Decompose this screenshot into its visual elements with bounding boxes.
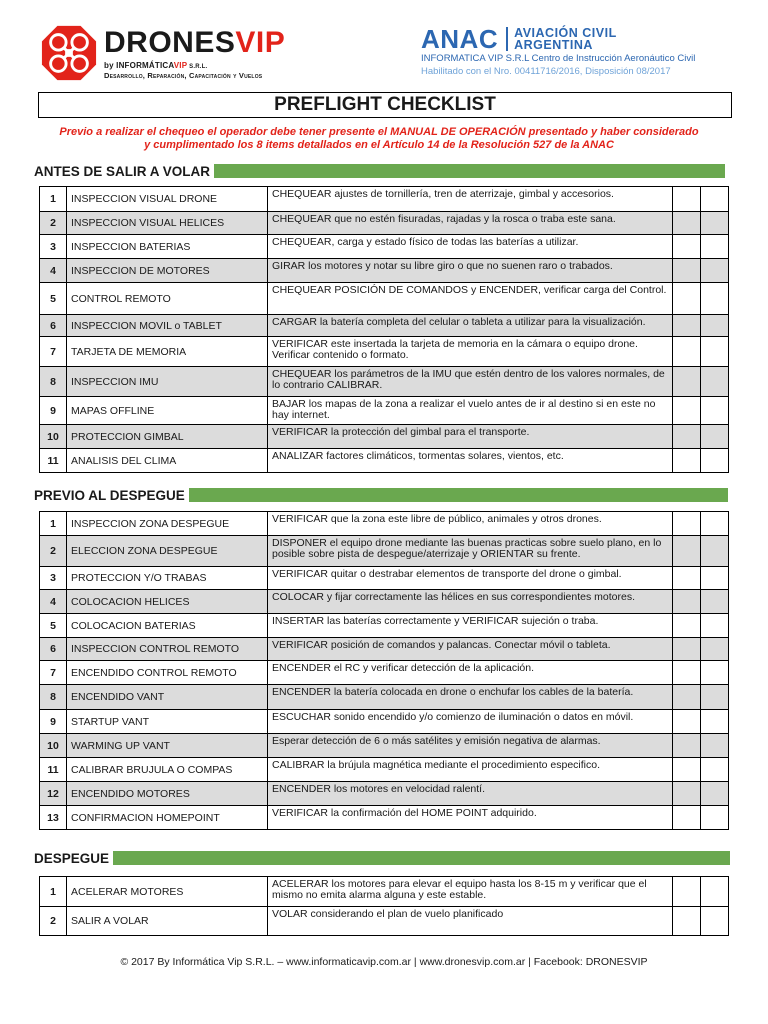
item-description: CHEQUEAR ajustes de tornillería, tren de aterrizaje, gimbal y accesorios.: [268, 187, 673, 212]
checklist-row: [40, 614, 729, 638]
check-box[interactable]: [673, 367, 701, 397]
checklist-row: [40, 877, 729, 907]
section-header: PREVIO AL DESPEGUE: [34, 485, 728, 505]
item-name: INSPECCION ZONA DESPEGUE: [67, 512, 268, 536]
item-description: INSERTAR las baterías correctamente y VERIFICAR sujeción o traba.: [268, 614, 673, 638]
check-box[interactable]: [701, 734, 729, 758]
brand-company: by INFORMÁTICAVIP S.R.L.: [104, 61, 208, 70]
item-number: 3: [40, 567, 67, 590]
check-box[interactable]: [673, 283, 701, 315]
item-name: TARJETA DE MEMORIA: [67, 337, 268, 367]
item-name: CALIBRAR BRUJULA O COMPAS: [67, 758, 268, 782]
checklist-row: [40, 397, 729, 425]
item-number: 8: [40, 367, 67, 397]
check-box[interactable]: [673, 710, 701, 734]
item-name: INSPECCION DE MOTORES: [67, 259, 268, 283]
checklist-row: [40, 710, 729, 734]
item-number: 5: [40, 614, 67, 638]
footer: © 2017 By Informática Vip S.R.L. – www.informaticavip.com.ar | www.dronesvip.com.ar | Facebook: DRONESVIP: [120, 956, 648, 968]
item-number: 9: [40, 710, 67, 734]
check-box[interactable]: [701, 806, 729, 830]
check-box[interactable]: [701, 283, 729, 315]
checklist-row: [40, 907, 729, 936]
checklist-table: [39, 186, 729, 473]
item-description: Esperar detección de 6 o más satélites y emisión negativa de alarmas.: [268, 734, 673, 758]
item-description: GIRAR los motores y notar su libre giro o que no suenen raro o trabados.: [268, 259, 673, 283]
item-description: CHEQUEAR POSICIÓN DE COMANDOS y ENCENDER, verificar carga del Control.: [268, 283, 673, 315]
check-box[interactable]: [701, 661, 729, 685]
item-description: VERIFICAR posición de comandos y palancas. Conectar móvil o tableta.: [268, 638, 673, 661]
checklist-row: [40, 315, 729, 337]
section-bar: [189, 488, 728, 502]
check-box[interactable]: [701, 259, 729, 283]
check-box[interactable]: [701, 877, 729, 907]
item-number: 1: [40, 512, 67, 536]
check-box[interactable]: [673, 337, 701, 367]
item-description: CALIBRAR la brújula magnética mediante el procedimiento especifico.: [268, 758, 673, 782]
item-number: 2: [40, 536, 67, 567]
item-number: 2: [40, 907, 67, 936]
item-description: ACELERAR los motores para elevar el equipo hasta los 8-15 m y verificar que el mismo no emita alarma alguna y este estable.: [268, 877, 673, 907]
item-description: DISPONER el equipo drone mediante las buenas practicas sobre suelo plano, en lo posible sobre pista de despegue/aterrizaje y ORIENTAR su frente.: [268, 536, 673, 567]
check-box[interactable]: [701, 685, 729, 710]
check-box[interactable]: [673, 235, 701, 259]
check-box[interactable]: [701, 337, 729, 367]
instruction-center: INFORMATICA VIP S.R.L Centro de Instrucción Aeronáutico Civil: [421, 53, 696, 64]
checklist-row: [40, 806, 729, 830]
item-name: ELECCION ZONA DESPEGUE: [67, 536, 268, 567]
check-box[interactable]: [701, 638, 729, 661]
checklist-row: [40, 685, 729, 710]
item-number: 6: [40, 638, 67, 661]
item-number: 10: [40, 734, 67, 758]
check-box[interactable]: [701, 782, 729, 806]
item-name: ANALISIS DEL CLIMA: [67, 449, 268, 473]
item-description: ENCENDER el RC y verificar detección de la aplicación.: [268, 661, 673, 685]
item-number: 4: [40, 259, 67, 283]
checklist-row: [40, 782, 729, 806]
check-box[interactable]: [673, 449, 701, 473]
check-box[interactable]: [673, 734, 701, 758]
check-box[interactable]: [673, 315, 701, 337]
item-name: ENCENDIDO VANT: [67, 685, 268, 710]
checklist-row: [40, 590, 729, 614]
item-description: CARGAR la batería completa del celular o tableta a utilizar para la visualización.: [268, 315, 673, 337]
check-box[interactable]: [701, 590, 729, 614]
item-number: 12: [40, 782, 67, 806]
check-box[interactable]: [701, 212, 729, 235]
item-number: 11: [40, 758, 67, 782]
item-name: STARTUP VANT: [67, 710, 268, 734]
item-name: ENCENDIDO CONTROL REMOTO: [67, 661, 268, 685]
check-box[interactable]: [701, 425, 729, 449]
item-number: 1: [40, 187, 67, 212]
habilitation-note: Habilitado con el Nro. 00411716/2016, Disposición 08/2017: [421, 66, 671, 77]
anac-acronym: ANAC: [421, 24, 499, 54]
item-name: PROTECCION Y/O TRABAS: [67, 567, 268, 590]
checklist-row: [40, 259, 729, 283]
item-description: BAJAR los mapas de la zona a realizar el vuelo antes de ir al destino si en este no hay internet.: [268, 397, 673, 425]
checklist-row: [40, 734, 729, 758]
section-header: ANTES DE SALIR A VOLAR: [34, 161, 725, 181]
checklist-row: [40, 758, 729, 782]
check-box[interactable]: [701, 235, 729, 259]
item-description: COLOCAR y fijar correctamente las hélices en sus correspondientes motores.: [268, 590, 673, 614]
checklist-row: [40, 536, 729, 567]
check-box[interactable]: [701, 567, 729, 590]
item-name: CONTROL REMOTO: [67, 283, 268, 315]
item-description: VERIFICAR la confirmación del HOME POINT adquirido.: [268, 806, 673, 830]
check-box[interactable]: [673, 425, 701, 449]
item-description: VERIFICAR este insertada la tarjeta de memoria en la cámara o equipo drone. Verificar contenido o formato.: [268, 337, 673, 367]
item-number: 13: [40, 806, 67, 830]
anac-divider: [506, 27, 508, 51]
section-bar: [113, 851, 730, 865]
check-box[interactable]: [701, 367, 729, 397]
checklist-row: [40, 367, 729, 397]
item-name: COLOCACION HELICES: [67, 590, 268, 614]
item-name: INSPECCION VISUAL HELICES: [67, 212, 268, 235]
item-description: ANALIZAR factores climáticos, tormentas solares, vientos, etc.: [268, 449, 673, 473]
checklist-row: [40, 283, 729, 315]
item-description: VOLAR considerando el plan de vuelo planificado: [268, 907, 673, 936]
check-box[interactable]: [673, 638, 701, 661]
item-description: CHEQUEAR los parámetros de la IMU que estén dentro de los valores normales, de lo contrario CALIBRAR.: [268, 367, 673, 397]
checklist-row: [40, 512, 729, 536]
check-box[interactable]: [701, 449, 729, 473]
checklist-row: [40, 212, 729, 235]
check-box[interactable]: [673, 536, 701, 567]
checklist-row: [40, 567, 729, 590]
item-description: CHEQUEAR, carga y estado físico de todas las baterías a utilizar.: [268, 235, 673, 259]
check-box[interactable]: [673, 685, 701, 710]
check-box[interactable]: [673, 187, 701, 212]
item-description: ENCENDER los motores en velocidad ralentí.: [268, 782, 673, 806]
check-box[interactable]: [673, 590, 701, 614]
checklist-row: [40, 187, 729, 212]
anac-fullname: AVIACIÓN CIVIL ARGENTINA: [514, 26, 617, 52]
check-box[interactable]: [701, 512, 729, 536]
check-box[interactable]: [673, 782, 701, 806]
item-number: 7: [40, 337, 67, 367]
item-number: 4: [40, 590, 67, 614]
check-box[interactable]: [673, 397, 701, 425]
item-name: ENCENDIDO MOTORES: [67, 782, 268, 806]
anac-logo: [421, 26, 721, 77]
dronesvip-logo: [40, 24, 285, 82]
checklist-row: [40, 337, 729, 367]
check-box[interactable]: [701, 710, 729, 734]
item-number: 6: [40, 315, 67, 337]
item-number: 7: [40, 661, 67, 685]
check-box[interactable]: [673, 259, 701, 283]
check-box[interactable]: [701, 758, 729, 782]
item-number: 5: [40, 283, 67, 315]
check-box[interactable]: [701, 315, 729, 337]
item-name: INSPECCION BATERIAS: [67, 235, 268, 259]
item-number: 1: [40, 877, 67, 907]
item-name: ACELERAR MOTORES: [67, 877, 268, 907]
item-name: MAPAS OFFLINE: [67, 397, 268, 425]
item-name: SALIR A VOLAR: [67, 907, 268, 936]
item-name: INSPECCION CONTROL REMOTO: [67, 638, 268, 661]
item-number: 2: [40, 212, 67, 235]
check-box[interactable]: [673, 907, 701, 936]
check-box[interactable]: [701, 187, 729, 212]
check-box[interactable]: [701, 397, 729, 425]
drone-logo-icon: [40, 24, 98, 82]
brand-name: DRONESVIP: [104, 26, 286, 59]
item-description: ESCUCHAR sonido encendido y/o comienzo de iluminación o datos en móvil.: [268, 710, 673, 734]
item-name: INSPECCION VISUAL DRONE: [67, 187, 268, 212]
check-box[interactable]: [673, 661, 701, 685]
item-name: COLOCACION BATERIAS: [67, 614, 268, 638]
item-number: 8: [40, 685, 67, 710]
check-box[interactable]: [673, 806, 701, 830]
page-title: PREFLIGHT CHECKLIST: [38, 92, 732, 118]
item-number: 11: [40, 449, 67, 473]
checklist-row: [40, 425, 729, 449]
check-box[interactable]: [673, 877, 701, 907]
checklist-table: [39, 511, 729, 830]
item-number: 9: [40, 397, 67, 425]
item-name: INSPECCION MOVIL o TABLET: [67, 315, 268, 337]
item-name: INSPECCION IMU: [67, 367, 268, 397]
item-name: WARMING UP VANT: [67, 734, 268, 758]
item-description: VERIFICAR quitar o destrabar elementos de transporte del drone o gimbal.: [268, 567, 673, 590]
item-name: CONFIRMACION HOMEPOINT: [67, 806, 268, 830]
checklist-table: [39, 876, 729, 936]
check-box[interactable]: [673, 614, 701, 638]
checklist-row: [40, 638, 729, 661]
item-number: 3: [40, 235, 67, 259]
section-header: DESPEGUE: [34, 848, 730, 868]
check-box[interactable]: [673, 758, 701, 782]
checklist-row: [40, 235, 729, 259]
operator-notice: Previo a realizar el chequeo el operador debe tener presente el MANUAL DE OPERACIÓN presentado y haber considerado y cumplimentado los 8 items detallados en el Artículo 14 de la Resolución 527 de la ANAC: [59, 126, 699, 151]
check-box[interactable]: [701, 907, 729, 936]
section-bar: [214, 164, 725, 178]
checklist-row: [40, 449, 729, 473]
item-description: ENCENDER la batería colocada en drone o enchufar los cables de la batería.: [268, 685, 673, 710]
check-box[interactable]: [673, 512, 701, 536]
check-box[interactable]: [701, 614, 729, 638]
item-description: CHEQUEAR que no estén fisuradas, rajadas y la rosca o traba este sana.: [268, 212, 673, 235]
item-description: VERIFICAR la protección del gimbal para el transporte.: [268, 425, 673, 449]
brand-tagline: Desarrollo, Reparación, Capacitación y Vuelos: [104, 71, 263, 80]
item-description: VERIFICAR que la zona este libre de público, animales y otros drones.: [268, 512, 673, 536]
check-box[interactable]: [673, 212, 701, 235]
item-number: 10: [40, 425, 67, 449]
check-box[interactable]: [701, 536, 729, 567]
checklist-row: [40, 661, 729, 685]
check-box[interactable]: [673, 567, 701, 590]
item-name: PROTECCION GIMBAL: [67, 425, 268, 449]
